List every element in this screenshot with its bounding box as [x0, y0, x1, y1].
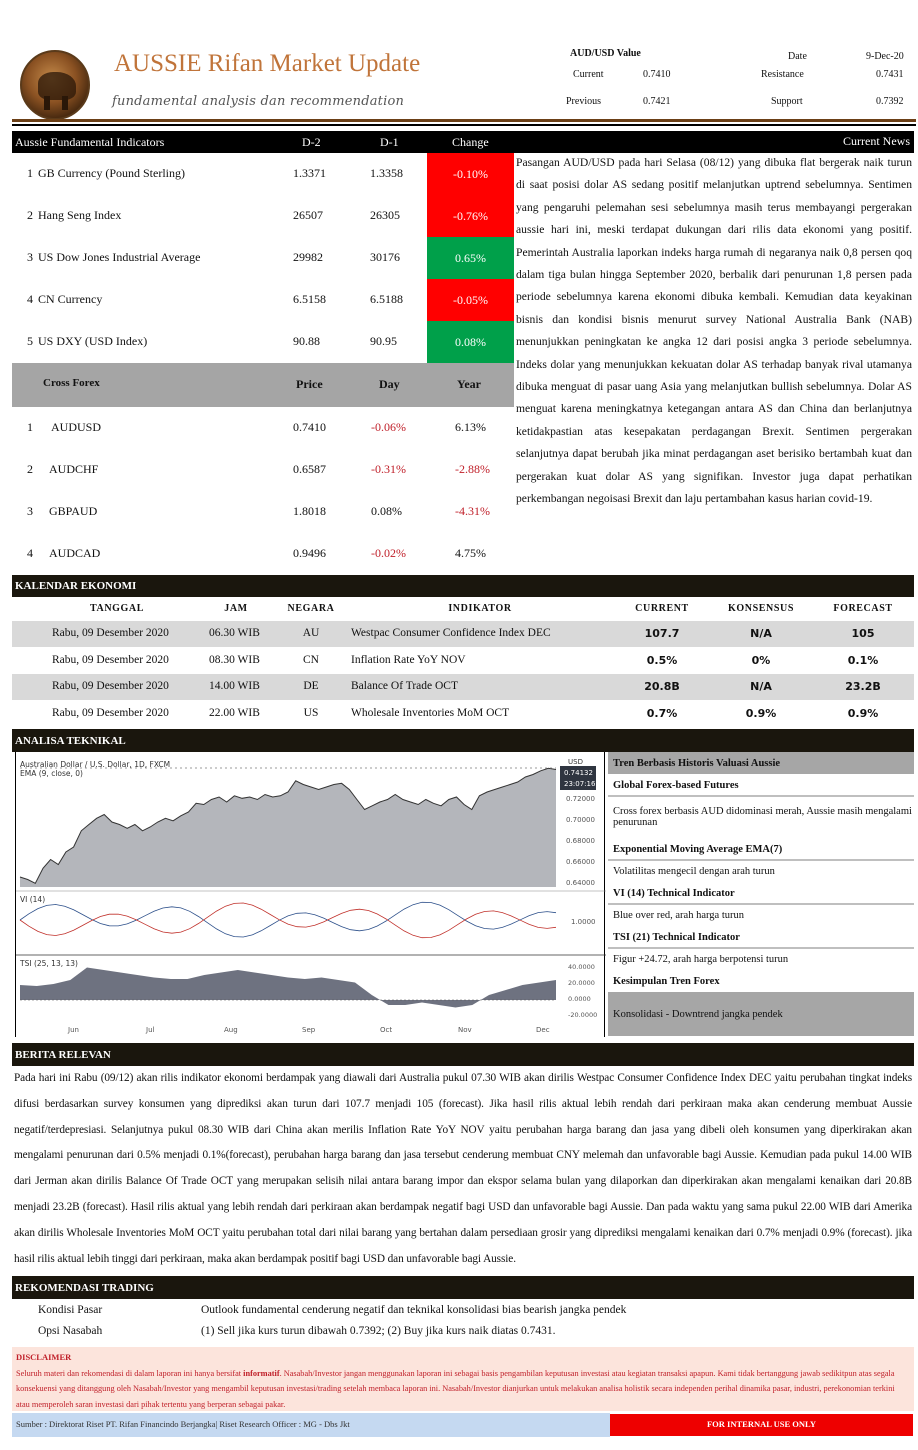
source-footer: Sumber : Direktorat Riset PT. Rifan Financindo Berjangka| Riset Research Officer : MG - Dbs Jkt	[12, 1413, 610, 1437]
calendar-indicator: Inflation Rate YoY NOV	[351, 653, 466, 666]
current-value: 0.7410	[643, 69, 671, 80]
calendar-date: Rabu, 09 Desember 2020	[52, 653, 169, 666]
trend-panel-item: Global Forex-based Futures	[613, 779, 739, 791]
opsi-nasabah-value: (1) Sell jika kurs turun dibawah 0.7392; (2) Buy jika kurs naik diatas 0.7431.	[201, 1325, 556, 1337]
indicator-d2: 29982	[293, 250, 323, 264]
cross-forex-pair: AUDUSD	[51, 420, 102, 434]
calendar-row	[12, 674, 914, 700]
header-divider	[12, 119, 916, 122]
trend-panel-item: VI (14) Technical Indicator	[613, 887, 735, 899]
calendar-header-indicator: INDIKATOR	[448, 603, 512, 614]
calendar-section-bar: KALENDAR EKONOMI	[12, 575, 914, 597]
cross-forex-number: 2	[27, 462, 33, 476]
ema-label: EMA (9, close, 0)	[20, 769, 83, 778]
tsi-label: TSI (25, 13, 13)	[20, 959, 78, 968]
support-label: Support	[771, 96, 803, 107]
technical-chart	[15, 752, 605, 1037]
cross-forex-row	[12, 449, 514, 491]
cross-forex-price: 1.8018	[293, 504, 326, 518]
cross-forex-pair: GBPAUD	[49, 504, 98, 518]
trend-panel-item: Cross forex berbasis AUD didominasi merah, Aussie masih mengalami penurunan	[613, 806, 912, 828]
price-tick-label: 0.68000	[566, 837, 595, 845]
calendar-current: 107.7	[644, 627, 680, 640]
vi-minus-line	[20, 903, 556, 938]
indicators-header-change: Change	[452, 135, 489, 149]
cross-forex-day: -0.06%	[371, 420, 406, 434]
calendar-header-country: NEGARA	[287, 603, 335, 614]
indicators-header-name: Aussie Fundamental Indicators	[15, 135, 165, 149]
indicator-number: 3	[27, 250, 33, 264]
indicators-table-header	[12, 131, 514, 153]
cross-forex-row	[12, 407, 514, 449]
header-divider-black	[12, 124, 916, 126]
trend-panel-item: Tren Berbasis Historis Valuasi Aussie	[608, 752, 914, 774]
calendar-indicator: Wholesale Inventories MoM OCT	[351, 706, 510, 719]
disclaimer-text-part: Seluruh materi dan rekomendasi di dalam laporan ini hanya bersifat	[16, 1368, 244, 1378]
calendar-consensus: 0%	[751, 653, 771, 667]
cross-forex-year: 4.75%	[455, 546, 486, 560]
date-label: Date	[788, 51, 807, 62]
indicator-d1: 1.3358	[370, 166, 403, 180]
technical-section-bar: ANALISA TEKNIKAL	[12, 729, 914, 752]
cross-forex-number: 1	[27, 420, 33, 434]
month-tick-label: Sep	[302, 1026, 316, 1034]
cross-forex-price: 0.9496	[293, 546, 326, 560]
resistance-label: Resistance	[761, 69, 804, 80]
opsi-nasabah-label: Opsi Nasabah	[38, 1325, 103, 1337]
calendar-time: 22.00 WIB	[209, 706, 260, 719]
indicator-name: US DXY (USD Index)	[38, 334, 148, 348]
chart-title: Australian Dollar / U.S. Dollar, 1D, FXCM	[20, 760, 171, 769]
month-tick-label: Oct	[380, 1026, 393, 1034]
indicator-change-cell: 0.08%	[427, 321, 514, 363]
time-tag: 23:07:16	[564, 780, 596, 788]
calendar-header-current: CURRENT	[635, 603, 689, 614]
disclaimer-box	[12, 1347, 914, 1411]
calendar-country: CN	[303, 653, 319, 666]
cross-forex-number: 4	[27, 546, 33, 560]
month-tick-label: Aug	[224, 1026, 238, 1034]
indicator-change-cell: -0.10%	[427, 153, 514, 195]
calendar-indicator: Westpac Consumer Confidence Index DEC	[351, 627, 551, 639]
price-tick-label: 0.70000	[566, 816, 595, 824]
calendar-country: AU	[302, 627, 320, 639]
calendar-header-consensus: KONSENSUS	[728, 603, 794, 614]
indicator-number: 2	[27, 208, 33, 222]
indicator-change-cell: 0.65%	[427, 237, 514, 279]
vi-tick-label: 1.0000	[571, 918, 596, 926]
trend-panel-item: Kesimpulan Tren Forex	[613, 975, 720, 987]
indicator-change-cell: -0.76%	[427, 195, 514, 237]
indicator-row	[12, 279, 514, 321]
tsi-tick-label: 40.0000	[568, 963, 595, 971]
cross-forex-header-price: Price	[296, 377, 323, 391]
calendar-row	[12, 648, 914, 674]
calendar-date: Rabu, 09 Desember 2020	[52, 706, 169, 719]
resistance-value: 0.7431	[876, 69, 904, 80]
calendar-indicator: Balance Of Trade OCT	[351, 680, 458, 692]
calendar-header-time: JAM	[224, 603, 248, 614]
cross-forex-header-day: Day	[379, 377, 400, 391]
calendar-current: 0.5%	[646, 653, 678, 667]
previous-value: 0.7421	[643, 96, 671, 107]
trend-panel-item: Blue over red, arah harga turun	[613, 909, 745, 921]
indicator-row	[12, 321, 514, 363]
calendar-row	[12, 701, 914, 727]
cross-forex-year: -2.88%	[455, 462, 490, 476]
calendar-header-forecast: FORECAST	[833, 603, 893, 614]
rekomendasi-section-bar: REKOMENDASI TRADING	[12, 1276, 914, 1299]
cross-forex-day: -0.02%	[371, 546, 406, 560]
cross-forex-header-name: Cross Forex	[43, 377, 100, 389]
trend-panel-item: Konsolidasi - Downtrend jangka pendek	[608, 992, 914, 1036]
price-tick-label: 0.66000	[566, 858, 595, 866]
indicator-name: US Dow Jones Industrial Average	[38, 250, 201, 264]
indicator-d2: 26507	[293, 208, 323, 222]
calendar-consensus: N/A	[750, 680, 772, 693]
tsi-tick-label: 0.0000	[568, 995, 591, 1003]
berita-body: Pada hari ini Rabu (09/12) akan rilis indikator ekonomi berdampak yang diawali dari Australia pukul 07.30 WIB akan dirilis Westpac Consumer Confidence Index DEC yaitu perubahan tingkat indeks difusi berdasarkan survey konsumen yang diprediksi akan turun dari 107.7 menjadi 105 (forecast). Jika hasil rilis aktual lebih rendah dari perkiraan maka akan cenderung membuat Aussie negatif/terdepresiasi. Selanjutnya pukul 08.30 WIB dari China akan merilis Inflation Rate YoY NOV yaitu perubahan harga barang dan jasa yang dibeli oleh konsumen yang diperkirakan akan mengalami penurunan dari 0.5% menjadi 0.1%(forecast), perubahan harga barang dan jasa tersebut cenderung membuat CNY melemah dan unfavorable bagi Aussie. Kemudian pada pukul 14.00 WIB dari Jerman akan dirilis Balance Of Trade OCT yang merupakan selisih nilai antara barang impor dan ekspor selama bulan yang dilaporkan dan diperkirakan akan mengalami kenaikan dari 20.8B menjadi 23.2B (forecast). Hasil rilis aktual yang lebih rendah dari perkiraan akan berdampak negatif bagi USD dan unfavorable bagi Aussie. Dan pada waktu yang sama pukul 22.00 WIB dari Amerika akan dirilis Wholesale Inventories MoM OCT yaitu perubahan total dari nilai barang yang bertahan dalam persediaan grosir yang diprediksi mengalami kenaikan dari 0.7% menjadi 0.9% (forecast). jika hasil rilis aktual lebih tinggi dari perkiraan, maka akan berdampak positif bagi USD dan unfavorable bagi Aussie.	[14, 1072, 912, 1265]
calendar-current: 20.8B	[644, 680, 680, 693]
disclaimer-text-bold: informatif	[243, 1368, 280, 1378]
calendar-consensus: 0.9%	[745, 706, 777, 720]
indicator-d2: 6.5158	[293, 292, 326, 306]
calendar-consensus: N/A	[750, 627, 772, 640]
report-subtitle: fundamental analysis dan recommendation	[112, 94, 405, 109]
cross-forex-pair: AUDCHF	[49, 462, 99, 476]
indicator-d2: 90.88	[293, 334, 320, 348]
internal-use-badge: FOR INTERNAL USE ONLY	[610, 1414, 913, 1436]
audusd-value-label: AUD/USD Value	[570, 48, 641, 59]
price-tick-label: 0.72000	[566, 795, 595, 803]
trend-panel-item: Figur +24.72, arah harga berpotensi turun	[613, 953, 789, 965]
calendar-time: 14.00 WIB	[209, 680, 260, 692]
cross-forex-row	[12, 491, 514, 533]
calendar-date: Rabu, 09 Desember 2020	[52, 627, 169, 639]
calendar-forecast: 0.1%	[847, 653, 879, 667]
calendar-country: US	[303, 706, 319, 719]
currency-label: USD	[568, 758, 583, 766]
company-logo-icon	[20, 50, 90, 120]
indicator-change-cell: -0.05%	[427, 279, 514, 321]
indicator-d2: 1.3371	[293, 166, 326, 180]
indicator-d1: 90.95	[370, 334, 397, 348]
opsi-nasabah-row	[12, 1323, 914, 1343]
disclaimer-text	[16, 1366, 910, 1413]
cross-forex-header	[12, 363, 514, 407]
tsi-tick-label: -20.0000	[568, 1011, 598, 1019]
technical-chart-svg	[16, 752, 606, 1037]
indicator-name: Hang Seng Index	[38, 208, 122, 222]
support-value: 0.7392	[876, 96, 904, 107]
berita-section-bar: BERITA RELEVAN	[12, 1043, 914, 1066]
disclaimer-title: DISCLAIMER	[16, 1352, 72, 1362]
trend-panel-item: Exponential Moving Average EMA(7)	[613, 843, 783, 855]
month-tick-label: Jul	[146, 1026, 155, 1034]
indicator-number: 4	[27, 292, 33, 306]
calendar-time: 08.30 WIB	[209, 653, 260, 666]
cross-forex-price: 0.6587	[293, 462, 326, 476]
date-value: 9-Dec-20	[866, 51, 904, 62]
cross-forex-number: 3	[27, 504, 33, 518]
indicator-name: GB Currency (Pound Sterling)	[38, 166, 185, 180]
price-tick-label: 0.64000	[566, 879, 595, 887]
current-news-body: Pasangan AUD/USD pada hari Selasa (08/12) yang dibuka flat bergerak naik turun di saat posisi dolar AS sedang positif melanjutkan uptrend sebelumnya. Sentimen yang pengaruhi pelemahan sesi sebelumnya masih terus membayangi pergerakan aussie hari ini, meski terdapat dukungan dari rilis data ekonomi yang positif. Pemerintah Australia laporkan indeks harga rumah di negaranya naik 0,8 persen qoq dalam tiga bulan hingga September 2020, berbalik dari penurunan 1,8 persen pada periode sebelumnya karena ekonomi dibuka kembali. Kemudian data keyakinan bisnis dan kondisi bisnis menurut survey National Australia Bank (NAB) menunjukkan peningkatan ke angka 12 dari posisi angka 3 periode sebelumnya. Indeks dolar yang menunjukkan kekuatan dolar AS terhadap banyak rival utamanya dibuka menguat di pasar uang Asia yang melanjutkan bullish sebelumnya. Dolar AS menguat karena meningkatnya ketegangan antara AS dan China dan berlanjutnya ketidakpastian atas kesepakatan perdagangan Brexit. Sentimen pergerakan selanjutnya dapat berubah jika minat perdagangan aset berisiko bertambah kuat dan pergerakan kuat dolar AS yang signifikan. Investor juga dapat perhatikan perkembangan negoisasi Brexit dan laju pertambahan kasus harian covid-19.	[516, 156, 912, 506]
calendar-header-date: TANGGAL	[89, 603, 145, 614]
calendar-forecast: 105	[851, 627, 875, 640]
calendar-time: 06.30 WIB	[209, 627, 260, 639]
tsi-area	[20, 968, 556, 1008]
calendar-row	[12, 621, 914, 647]
month-tick-label: Dec	[536, 1026, 550, 1034]
indicator-row	[12, 153, 514, 195]
kondisi-pasar-row	[12, 1302, 914, 1322]
indicator-row	[12, 237, 514, 279]
calendar-country: DE	[303, 680, 319, 692]
calendar-table-header	[12, 600, 914, 620]
indicator-number: 5	[27, 334, 33, 348]
cross-forex-pair: AUDCAD	[49, 546, 101, 560]
previous-label: Previous	[566, 96, 601, 107]
vi-label: VI (14)	[20, 895, 46, 904]
disclaimer-text-part: . Nasabah/Investor jangan menggunakan laporan ini sebagai basis pengambilan keputusan investasi atau kegiatan transaksi apapun. Kami tidak bertanggung jawab sedikitpun atas segala konsekuensi yang ditanggung oleh Nasabah/Investor yang mengambil keputusan investasi/trading setelah membaca laporan ini. Nasabah/Investor dianjurkan untuk melakukan analisa holistik secara independen perihal dinamika pasar, industri, perekonomian terkini atau memperoleh saran investasi dari pihak tertentu yang berperan sebagai pakar.	[16, 1368, 895, 1409]
cross-forex-year: -4.31%	[455, 504, 490, 518]
trend-panel-item: TSI (21) Technical Indicator	[613, 931, 740, 943]
month-tick-label: Jun	[68, 1026, 79, 1034]
calendar-current: 0.7%	[646, 706, 678, 720]
cross-forex-price: 0.7410	[293, 420, 326, 434]
cross-forex-year: 6.13%	[455, 420, 486, 434]
vi-plus-line	[20, 902, 556, 937]
cross-forex-row	[12, 533, 514, 575]
indicators-header-d1: D-1	[380, 135, 399, 149]
indicator-number: 1	[27, 166, 33, 180]
cross-forex-day: -0.31%	[371, 462, 406, 476]
calendar-date: Rabu, 09 Desember 2020	[52, 680, 169, 692]
kondisi-pasar-value: Outlook fundamental cenderung negatif dan teknikal konsolidasi bias bearish jangka pendek	[201, 1304, 627, 1316]
price-area	[20, 768, 556, 887]
cross-forex-day: 0.08%	[371, 504, 402, 518]
price-tag: 0.74132	[564, 769, 593, 777]
indicator-d1: 26305	[370, 208, 400, 222]
indicator-d1: 6.5188	[370, 292, 403, 306]
calendar-forecast: 23.2B	[845, 680, 881, 693]
indicator-row	[12, 195, 514, 237]
indicators-header-d2: D-2	[302, 135, 321, 149]
indicator-name: CN Currency	[38, 292, 103, 306]
cross-forex-header-year: Year	[457, 377, 481, 391]
tsi-tick-label: 20.0000	[568, 979, 595, 987]
report-title: AUSSIE Rifan Market Update	[114, 50, 421, 77]
current-news-header: Current News	[514, 131, 914, 153]
kondisi-pasar-label: Kondisi Pasar	[38, 1304, 103, 1316]
trend-panel-item: Volatilitas mengecil dengan arah turun	[613, 865, 775, 877]
month-tick-label: Nov	[458, 1026, 472, 1034]
current-label: Current	[573, 69, 604, 80]
calendar-forecast: 0.9%	[847, 706, 879, 720]
indicator-d1: 30176	[370, 250, 400, 264]
